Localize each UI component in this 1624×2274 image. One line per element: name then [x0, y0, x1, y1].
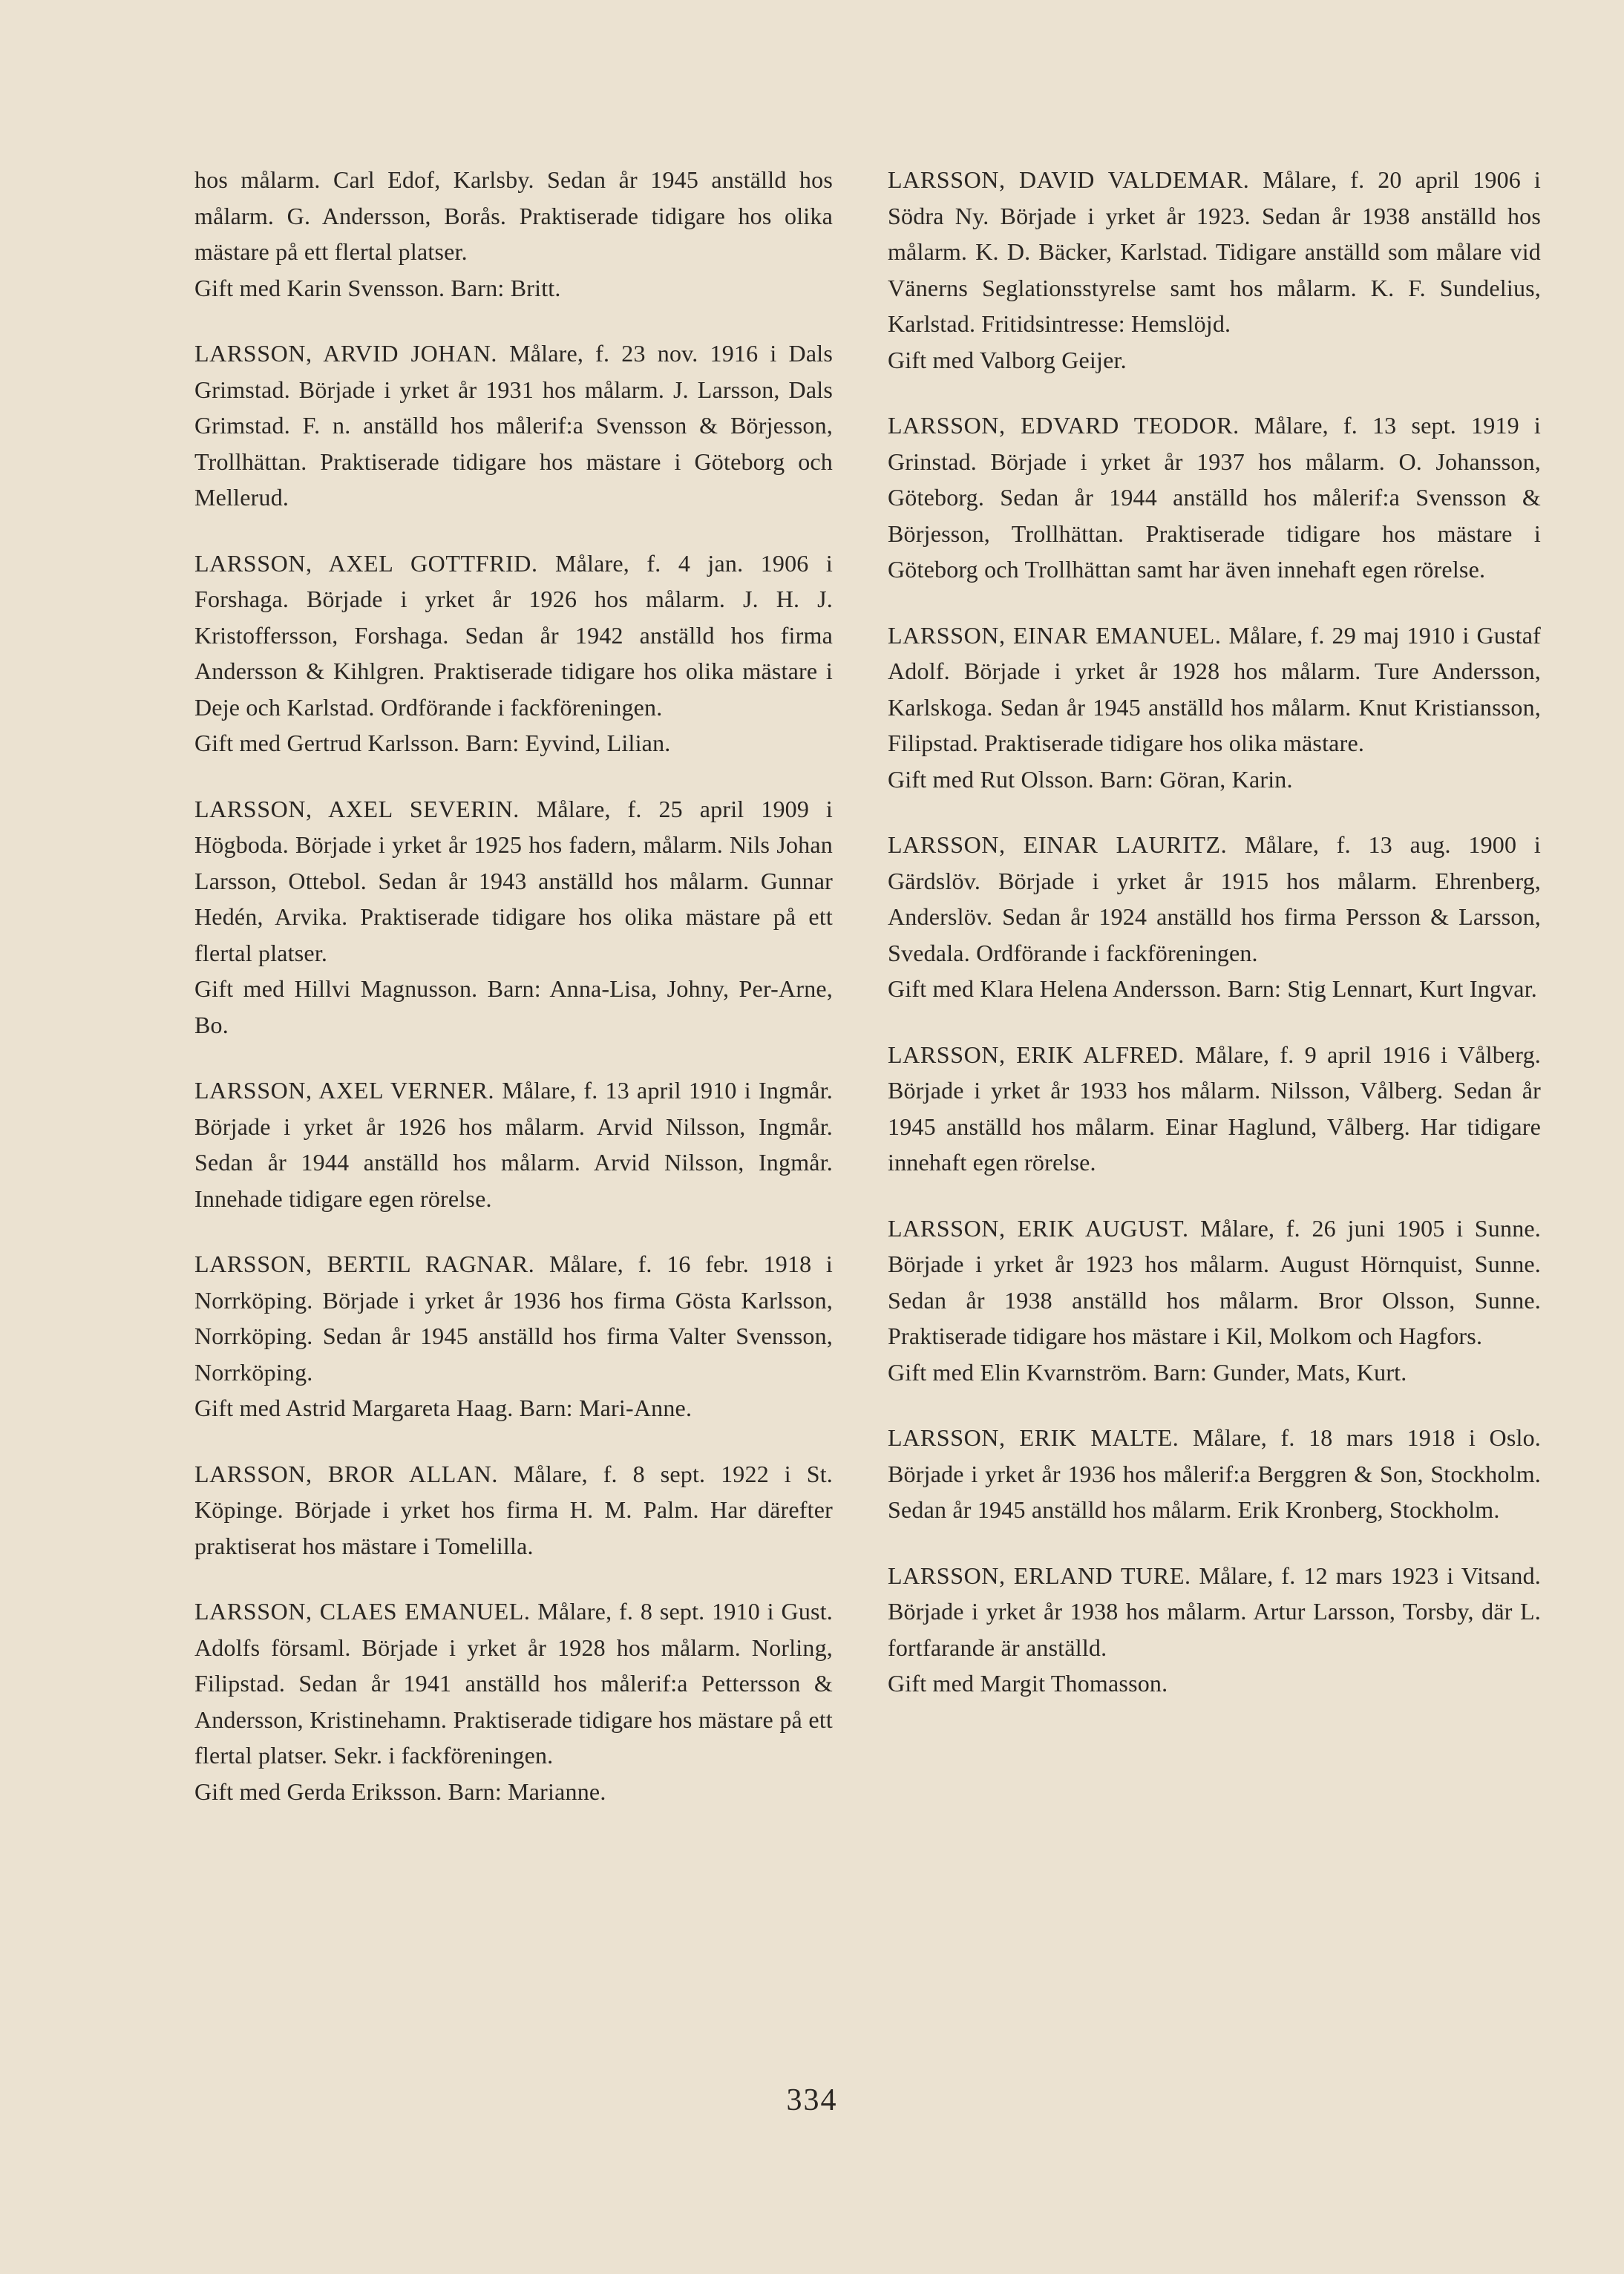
entry-family: Gift med Valborg Geijer.: [888, 346, 1127, 373]
entry-larsson-bertil-ragnar: [194, 1246, 833, 1426]
entry-larsson-einar-lauritz: [888, 827, 1541, 1007]
entry-larsson-erland-ture: [888, 1558, 1541, 1702]
entry-name: LARSSON, ERIK ALFRED.: [888, 1041, 1185, 1068]
entry-name: LARSSON, ERLAND TURE.: [888, 1562, 1191, 1589]
entry-text: Målare, f. 9 april 1916 i Vålberg. Började i yrket år 1933 hos målarm. Nilsson, Vålberg. Sedan år 1945 anställd hos målarm. Einar Haglund, Vålberg. Har tidigare innehaft egen rörelse.: [888, 1041, 1541, 1176]
entry-family: Gift med Margit Thomasson.: [888, 1670, 1168, 1697]
entry-family: Gift med Karin Svensson. Barn: Britt.: [194, 274, 561, 301]
entry-family: Gift med Rut Olsson. Barn: Göran, Karin.: [888, 765, 1293, 793]
entry-family: Gift med Gerda Eriksson. Barn: Marianne.: [194, 1777, 606, 1805]
entry-name: LARSSON, AXEL SEVERIN.: [194, 795, 520, 822]
entry-family: Gift med Klara Helena Andersson. Barn: Stig Lennart, Kurt Ingvar.: [888, 975, 1537, 1002]
entry-name: LARSSON, AXEL GOTTFRID.: [194, 549, 538, 577]
entry-larsson-axel-severin: [194, 791, 833, 1043]
entry-text: Målare, f. 25 april 1909 i Högboda. Började i yrket år 1925 hos fadern, målarm. Nils Johan Larsson, Ottebol. Sedan år 1943 anställd hos målarm. Gunnar Hedén, Arvika. Praktiserade tidigare hos olika mästare på ett flertal platser.: [194, 795, 834, 966]
entry-larsson-bror-allan: [194, 1456, 833, 1564]
entry-larsson-einar-emanuel: [888, 617, 1541, 798]
entry-text: Målare, f. 13 sept. 1919 i Grinstad. Började i yrket år 1937 hos målarm. O. Johansson, Göteborg. Sedan år 1944 anställd hos målerif:a Svensson & Börjesson, Trollhättan. Praktiserade tidigare hos mästare i Göteborg och Trollhättan samt har även innehaft egen rörelse.: [888, 412, 1541, 583]
entry-text: Målare, f. 26 juni 1905 i Sunne. Började i yrket år 1923 hos målarm. August Hörnquist, Sunne. Sedan år 1938 anställd hos målarm. Bror Olsson, Sunne. Praktiserade tidigare hos mästare i Kil, Molkom och Hagfors.: [888, 1214, 1541, 1349]
entry-name: LARSSON, EINAR EMANUEL.: [888, 621, 1222, 649]
entry-family: Gift med Astrid Margareta Haag. Barn: Mari-Anne.: [194, 1395, 693, 1421]
entry-text: Målare, f. 16 febr. 1918 i Norrköping. Började i yrket år 1936 hos firma Gösta Karlsson, Norrköping. Sedan år 1945 anställd hos firma Valter Svensson, Norrköping.: [194, 1251, 834, 1386]
entry-text: Målare, f. 29 maj 1910 i Gustaf Adolf. Började i yrket år 1928 hos målarm. Ture Andersson, Karlskoga. Sedan år 1945 anställd hos målarm. Knut Kristiansson, Filipstad. Praktiserade tidigare hos olika mästare.: [888, 621, 1541, 756]
entry-text: Målare, f. 13 april 1910 i Ingmår. Började i yrket år 1926 hos målarm. Arvid Nilsson, Ingmår. Sedan år 1944 anställd hos målarm. Arvid Nilsson, Ingmår. Innehade tidigare egen rörelse.: [194, 1077, 834, 1212]
entry-larsson-claes-emanuel: [194, 1593, 833, 1809]
entry-larsson-arvid-johan: [194, 335, 833, 516]
entry-text: Målare, f. 23 nov. 1916 i Dals Grimstad. Började i yrket år 1931 hos målarm. J. Larsson, Dals Grimstad. F. n. anställd hos målerif:a Svensson & Börjesson, Trollhättan. Praktiserade tidigare hos mästare i Göteborg och Mellerud.: [194, 340, 833, 511]
entry-name: LARSSON, ERIK MALTE.: [888, 1424, 1179, 1451]
entry-text: Målare, f. 13 aug. 1900 i Gärdslöv. Började i yrket år 1915 hos målarm. Ehrenberg, Anderslöv. Sedan år 1924 anställd hos firma Persson & Larsson, Svedala. Ordförande i fackföreningen.: [888, 831, 1542, 966]
left-column: [194, 162, 833, 1839]
entry-larsson-erik-malte: [888, 1420, 1541, 1528]
entry-name: LARSSON, BERTIL RAGNAR.: [194, 1251, 535, 1277]
entry-larsson-erik-august: [888, 1210, 1541, 1391]
entry-larsson-edvard-teodor: [888, 407, 1541, 588]
entry-family: Gift med Elin Kvarnström. Barn: Gunder, Mats, Kurt.: [888, 1358, 1407, 1386]
right-column: [888, 162, 1541, 1731]
entry-larsson-erik-alfred: [888, 1037, 1541, 1181]
entry-continuation: [194, 162, 833, 306]
entry-name: LARSSON, AXEL VERNER.: [194, 1077, 495, 1104]
entry-name: LARSSON, CLAES EMANUEL.: [194, 1598, 531, 1625]
entry-name: LARSSON, EINAR LAURITZ.: [888, 831, 1228, 858]
entry-name: LARSSON, ARVID JOHAN.: [194, 340, 498, 367]
entry-text: Målare, f. 4 jan. 1906 i Forshaga. Började i yrket år 1926 hos målarm. J. H. J. Kristoffersson, Forshaga. Sedan år 1942 anställd hos firma Andersson & Kihlgren. Praktiserade tidigare hos olika mästare i Deje och Karlstad. Ordförande i fackföreningen.: [194, 549, 833, 721]
entry-name: LARSSON, ERIK AUGUST.: [888, 1214, 1189, 1242]
entry-text: hos målarm. Carl Edof, Karlsby. Sedan år 1945 anställd hos målarm. G. Andersson, Borås. Praktiserade tidigare hos olika mästare på ett flertal platser.: [194, 166, 833, 265]
page-number: 334: [786, 2083, 838, 2117]
entry-name: LARSSON, EDVARD TEODOR.: [888, 412, 1240, 439]
entry-text: Målare, f. 20 april 1906 i Södra Ny. Började i yrket år 1923. Sedan år 1938 anställd hos målarm. K. D. Bäcker, Karlstad. Tidigare anställd som målare vid Vänerns Seglationsstyrelse samt hos målarm. K. F. Sundelius, Karlstad. Fritidsintresse: Hemslöjd.: [888, 166, 1542, 337]
entry-text: Målare, f. 8 sept. 1910 i Gust. Adolfs församl. Började i yrket år 1928 hos målarm. Norling, Filipstad. Sedan år 1941 anställd hos målerif:a Pettersson & Andersson, Kristinehamn. Praktiserade tidigare hos mästare på ett flertal platser. Sekr. i fackföreningen.: [194, 1598, 833, 1769]
entry-family: Gift med Gertrud Karlsson. Barn: Eyvind, Lilian.: [194, 730, 671, 756]
entry-family: Gift med Hillvi Magnusson. Barn: Anna-Lisa, Johny, Per-Arne, Bo.: [194, 975, 833, 1038]
entry-text: Målare, f. 18 mars 1918 i Oslo. Började i yrket år 1936 hos målerif:a Berggren & Son, Stockholm. Sedan år 1945 anställd hos målarm. Erik Kronberg, Stockholm.: [888, 1424, 1542, 1523]
entry-text: Målare, f. 8 sept. 1922 i St. Köpinge. Började i yrket hos firma H. M. Palm. Har därefter praktiserat hos mästare i Tomelilla.: [194, 1460, 834, 1559]
entry-larsson-david-valdemar: [888, 162, 1541, 378]
entry-larsson-axel-gottfrid: [194, 545, 833, 761]
entry-name: LARSSON, BROR ALLAN.: [194, 1460, 498, 1487]
entry-larsson-axel-verner: [194, 1072, 833, 1216]
entry-name: LARSSON, DAVID VALDEMAR.: [888, 166, 1250, 193]
entry-text: Målare, f. 12 mars 1923 i Vitsand. Började i yrket år 1938 hos målarm. Artur Larsson, Torsby, där L. fortfarande är anställd.: [888, 1562, 1541, 1661]
